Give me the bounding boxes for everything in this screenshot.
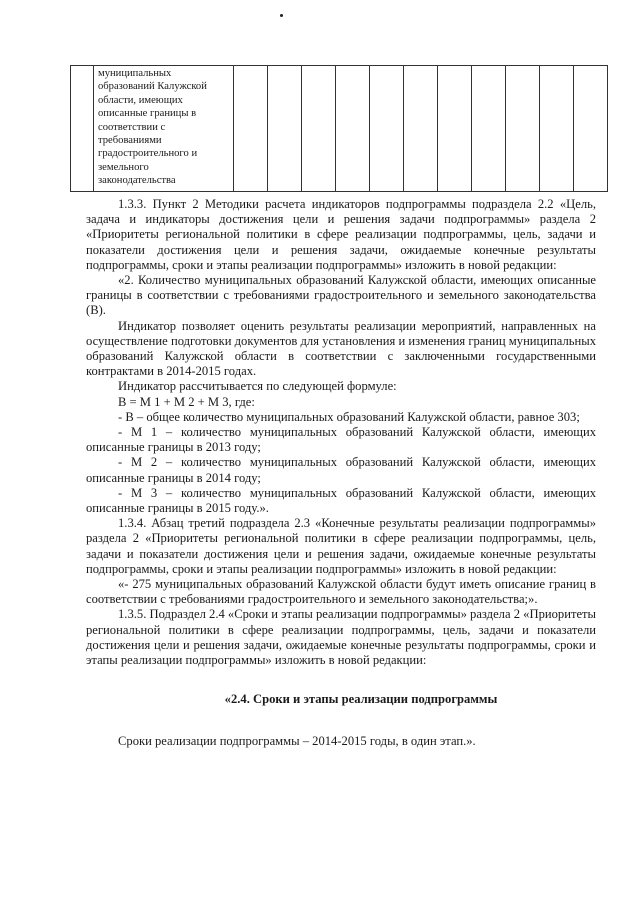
- cell-line: соответствии с: [98, 121, 166, 133]
- table-cell-empty: [574, 66, 608, 192]
- paragraph-quote-275: «- 275 муниципальных образований Калужской области будут иметь описание границ в соответствии с требованиями градостроительного и земельного законодательства;».: [86, 577, 596, 607]
- definition-m3: - М 3 – количество муниципальных образований Калужской области, имеющих описанные границы в 2015 году.».: [86, 485, 596, 516]
- definition-m2: - М 2 – количество муниципальных образований Калужской области, имеющих описанные границы в 2014 году;: [86, 455, 596, 485]
- cell-line: описанные границы в: [98, 108, 197, 120]
- section-heading: «2.4. Сроки и этапы реализации подпрограммы: [224, 692, 498, 707]
- table-cell-empty: [302, 66, 336, 192]
- cell-line: образований Калужской: [98, 81, 207, 93]
- table-cell-empty: [404, 66, 438, 192]
- cell-line: области, имеющих: [98, 94, 183, 106]
- table-cell-empty: [540, 66, 574, 192]
- table-cell-indicator-name: [94, 66, 234, 192]
- paragraph-quote-2: «2. Количество муниципальных образований Калужской области, имеющих описанные границы в соответствии с требованиями градостроительного и земельного законодательства (В).: [86, 273, 596, 318]
- table-cell-empty: [438, 66, 472, 192]
- paragraph-formula-intro: Индикатор рассчитывается по следующей формуле:: [118, 379, 397, 394]
- table-cell-number: [71, 66, 94, 192]
- cell-line: законодательства: [98, 175, 176, 187]
- table-row: [71, 66, 608, 192]
- indicator-table-continuation: [70, 65, 608, 192]
- document-body: [86, 197, 596, 749]
- page-mark: [280, 14, 283, 17]
- table-cell-empty: [506, 66, 540, 192]
- cell-line: требованиями: [98, 135, 162, 147]
- definition-m1: - М 1 – количество муниципальных образований Калужской области, имеющих описанные границы в 2013 году;: [86, 425, 596, 455]
- final-text: Сроки реализации подпрограммы – 2014-2015 годы, в один этап.».: [118, 733, 476, 748]
- paragraph-1-3-3: 1.3.3. Пункт 2 Методики расчета индикаторов подпрограммы подраздела 2.2 «Цель, задача и индикаторы достижения цели и решения задачи подпрограммы» раздела 2 «Приоритеты региональной политики в сфере реализации подпрограммы, цель, задачи и показатели достижения цели и решения задачи, ожидаемые конечные результаты подпрограммы, сроки и этапы реализации подпрограммы» изложить в новой редакции:: [86, 197, 596, 272]
- formula: В = М 1 + М 2 + М 3, где:: [118, 394, 255, 409]
- cell-line: муниципальных: [98, 68, 172, 79]
- table-cell-empty: [472, 66, 506, 192]
- cell-line: градостроительного и: [98, 148, 198, 160]
- table-cell-empty: [370, 66, 404, 192]
- paragraph-1-3-5: 1.3.5. Подраздел 2.4 «Сроки и этапы реализации подпрограммы» раздела 2 «Приоритеты региональной политики в сфере реализации подпрограммы, цель, задачи и показатели достижения цели и решения задачи, ожидаемые конечные результаты подпрограммы, сроки и этапы реализации подпрограммы» изложить в новой редакции:: [86, 607, 596, 668]
- paragraph-indicator: Индикатор позволяет оценить результаты реализации мероприятий, направленных на осуществление подготовки документов для установления и изменения границ муниципальных образований Калужской области в соответствии с заключенными государственными контрактами в 2014-2015 годах.: [86, 318, 596, 379]
- paragraph-1-3-4: 1.3.4. Абзац третий подраздела 2.3 «Конечные результаты реализации подпрограммы» раздела 2 «Приоритеты региональной политики в сфере реализации подпрограммы, цель, задачи и показатели достижения цели и решения задачи, ожидаемые конечные результаты подпрограммы, сроки и этапы реализации подпрограммы» изложить в новой редакции:: [86, 516, 596, 576]
- cell-line: земельного: [98, 161, 149, 173]
- table-cell-empty: [234, 66, 268, 192]
- table-cell-empty: [268, 66, 302, 192]
- definition-b: - В – общее количество муниципальных образований Калужской области, равное 303;: [118, 409, 580, 424]
- table-cell-empty: [336, 66, 370, 192]
